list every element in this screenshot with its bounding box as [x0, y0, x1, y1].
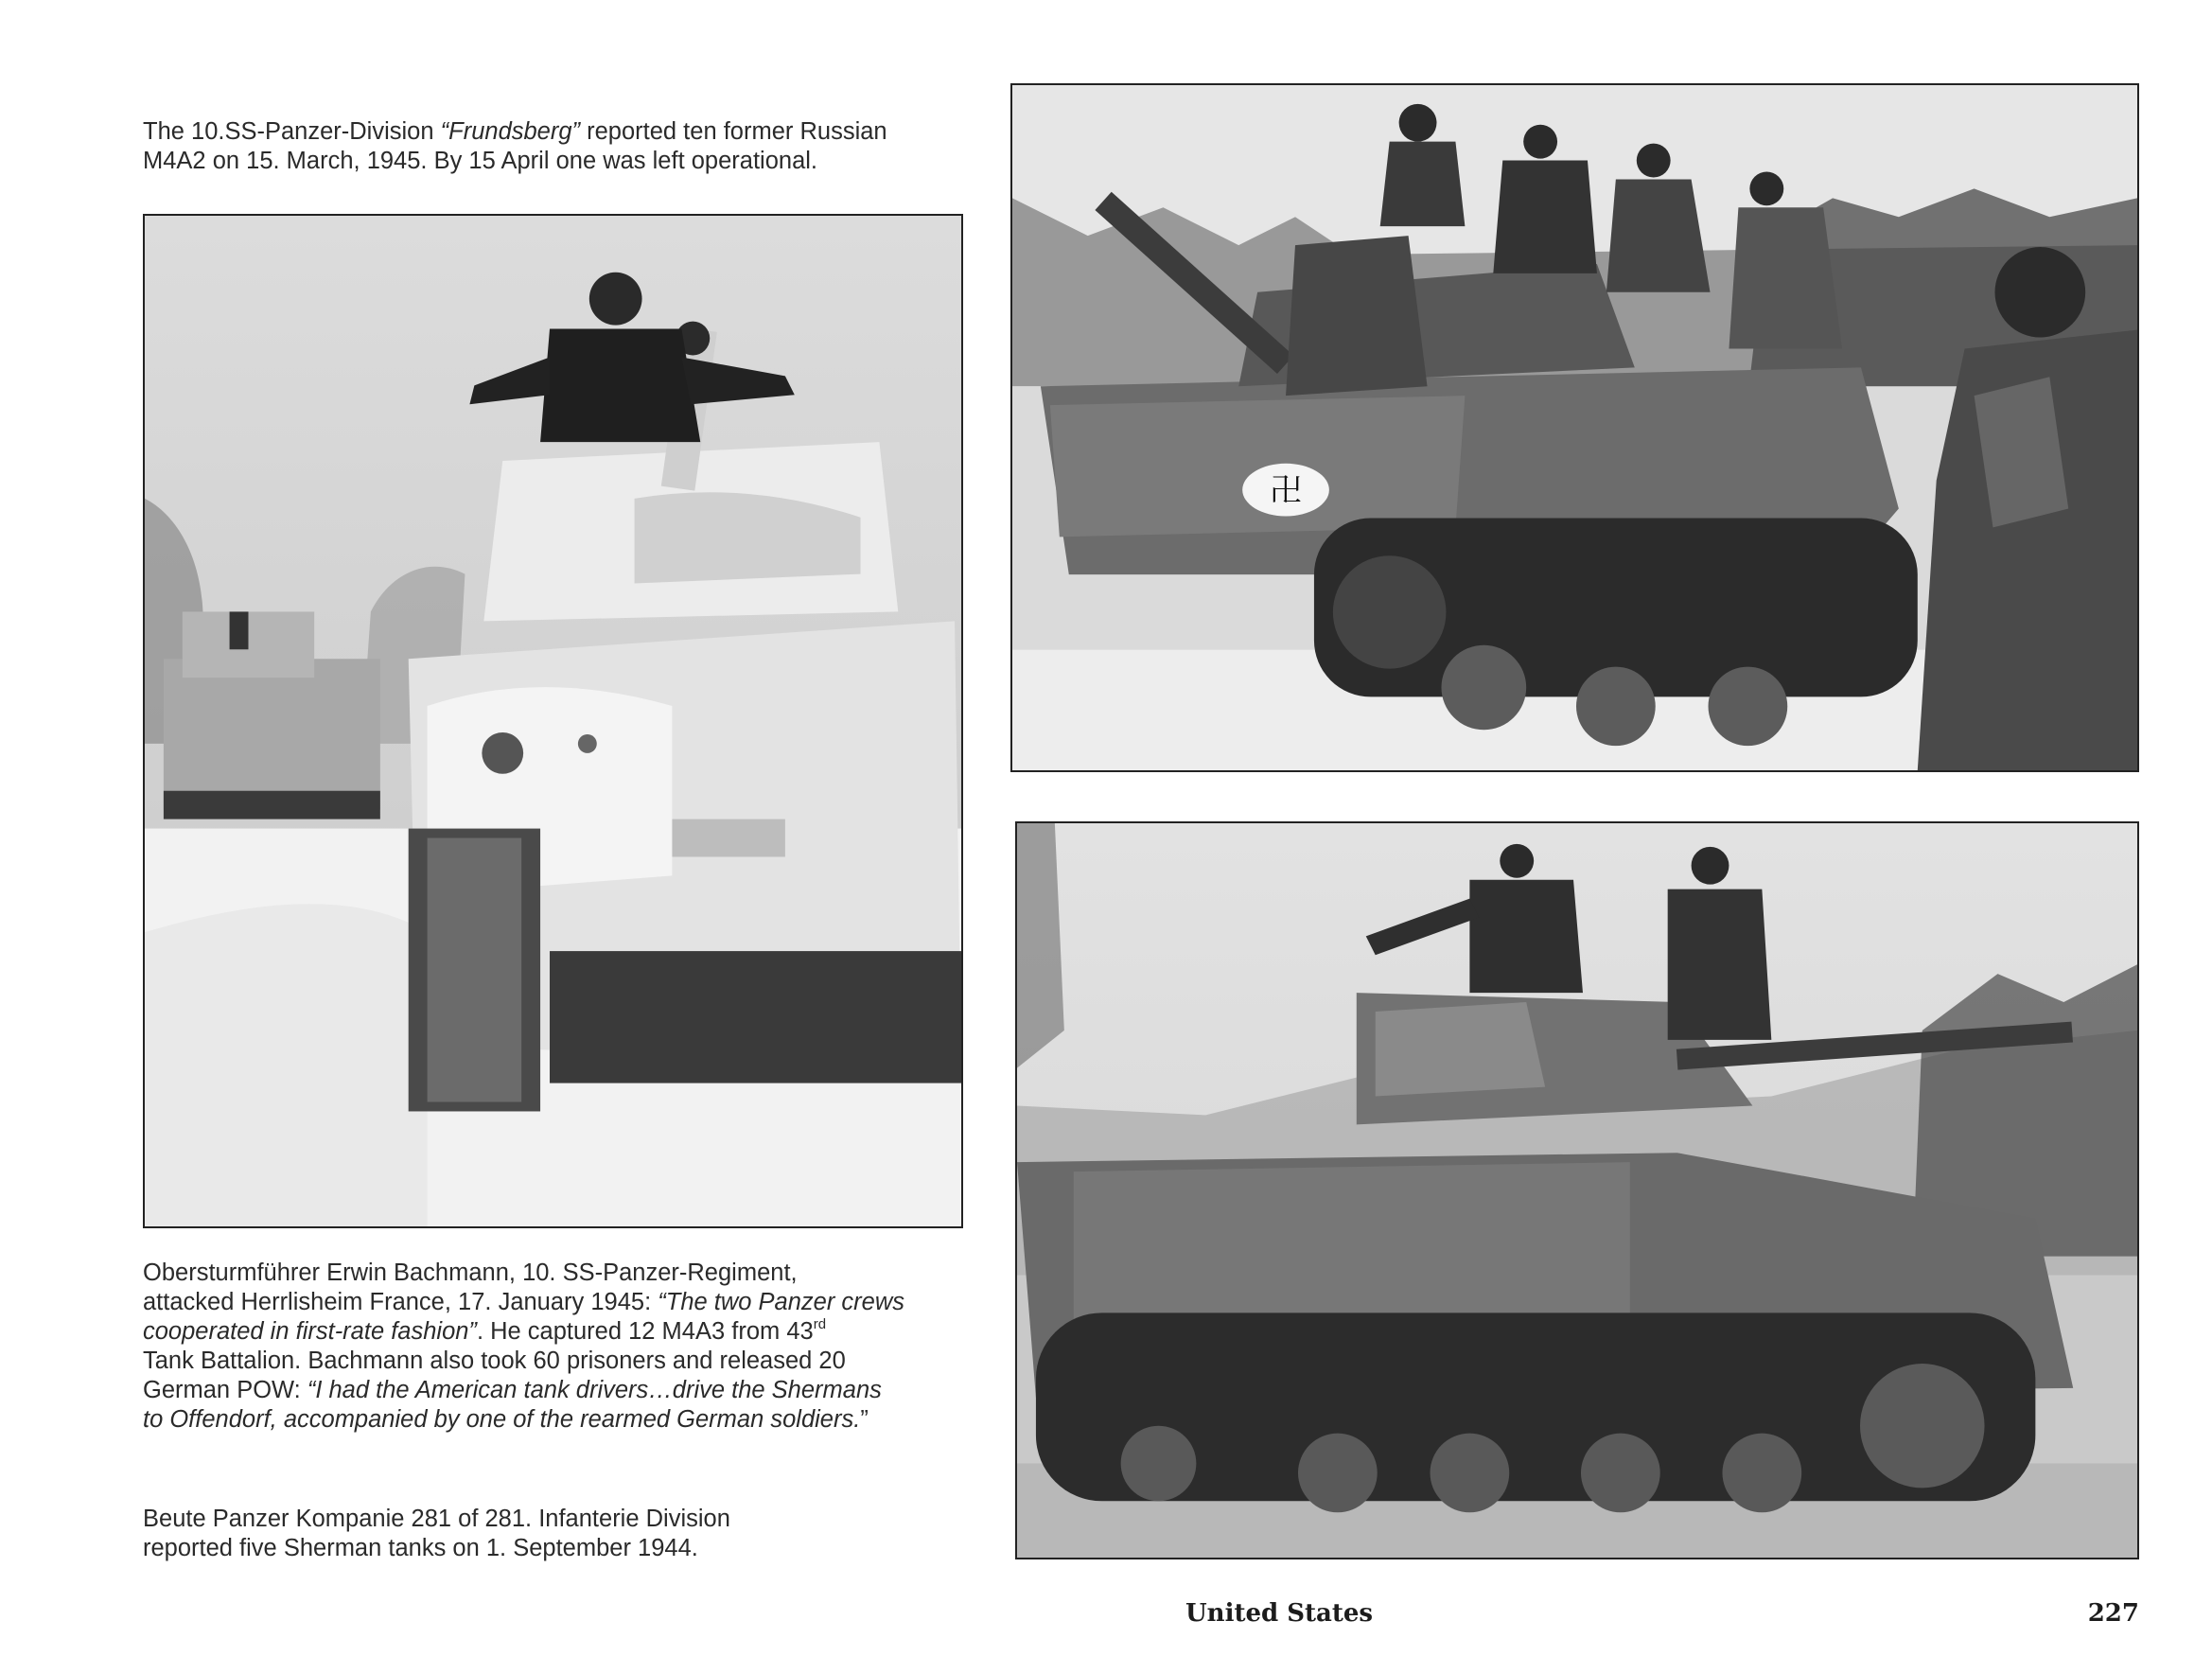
- caption-text: The 10.SS-Panzer-Division: [143, 118, 441, 145]
- caption-text: reported five Sherman tanks on 1. September 1944.: [143, 1535, 698, 1561]
- photo-crew-on-sherman: [1010, 83, 2139, 772]
- photo-sherman-kompanie: [1015, 821, 2139, 1559]
- page-number: 227: [2087, 1599, 2139, 1628]
- caption-emphasis: to Offendorf, accompanied by one of the rearmed German soldiers.: [143, 1406, 861, 1433]
- caption-beute: [143, 1505, 975, 1563]
- caption-emphasis: “The two Panzer crews: [658, 1289, 905, 1315]
- caption-text: M4A2 on 15. March, 1945. By 15 April one was left operational.: [143, 148, 818, 174]
- caption-emphasis: “I had the American tank drivers…drive the Shermans: [307, 1377, 882, 1403]
- caption-text: ”: [860, 1406, 869, 1433]
- running-footer-section: United States: [1185, 1599, 1374, 1628]
- caption-bachmann: [143, 1259, 975, 1435]
- caption-text: . He captured 12 M4A3 from 43: [476, 1318, 814, 1345]
- caption-text: Tank Battalion. Bachmann also took 60 prisoners and released 20: [143, 1348, 846, 1374]
- caption-superscript: rd: [813, 1316, 827, 1332]
- svg-text:卍: 卍: [1270, 471, 1302, 509]
- caption-text: German POW:: [143, 1377, 307, 1403]
- photo-winter-sherman: [143, 214, 963, 1228]
- caption-emphasis: “Frundsberg”: [440, 118, 581, 145]
- caption-text: Beute Panzer Kompanie 281 of 281. Infanterie Division: [143, 1506, 730, 1532]
- caption-emphasis: cooperated in first-rate fashion”: [143, 1318, 477, 1345]
- caption-frundsberg: [143, 117, 975, 176]
- caption-text: attacked Herrlisheim France, 17. January 1945:: [143, 1289, 658, 1315]
- caption-text: Obersturmführer Erwin Bachmann, 10. SS-Panzer-Regiment,: [143, 1260, 798, 1286]
- caption-text: reported ten former Russian: [580, 118, 887, 145]
